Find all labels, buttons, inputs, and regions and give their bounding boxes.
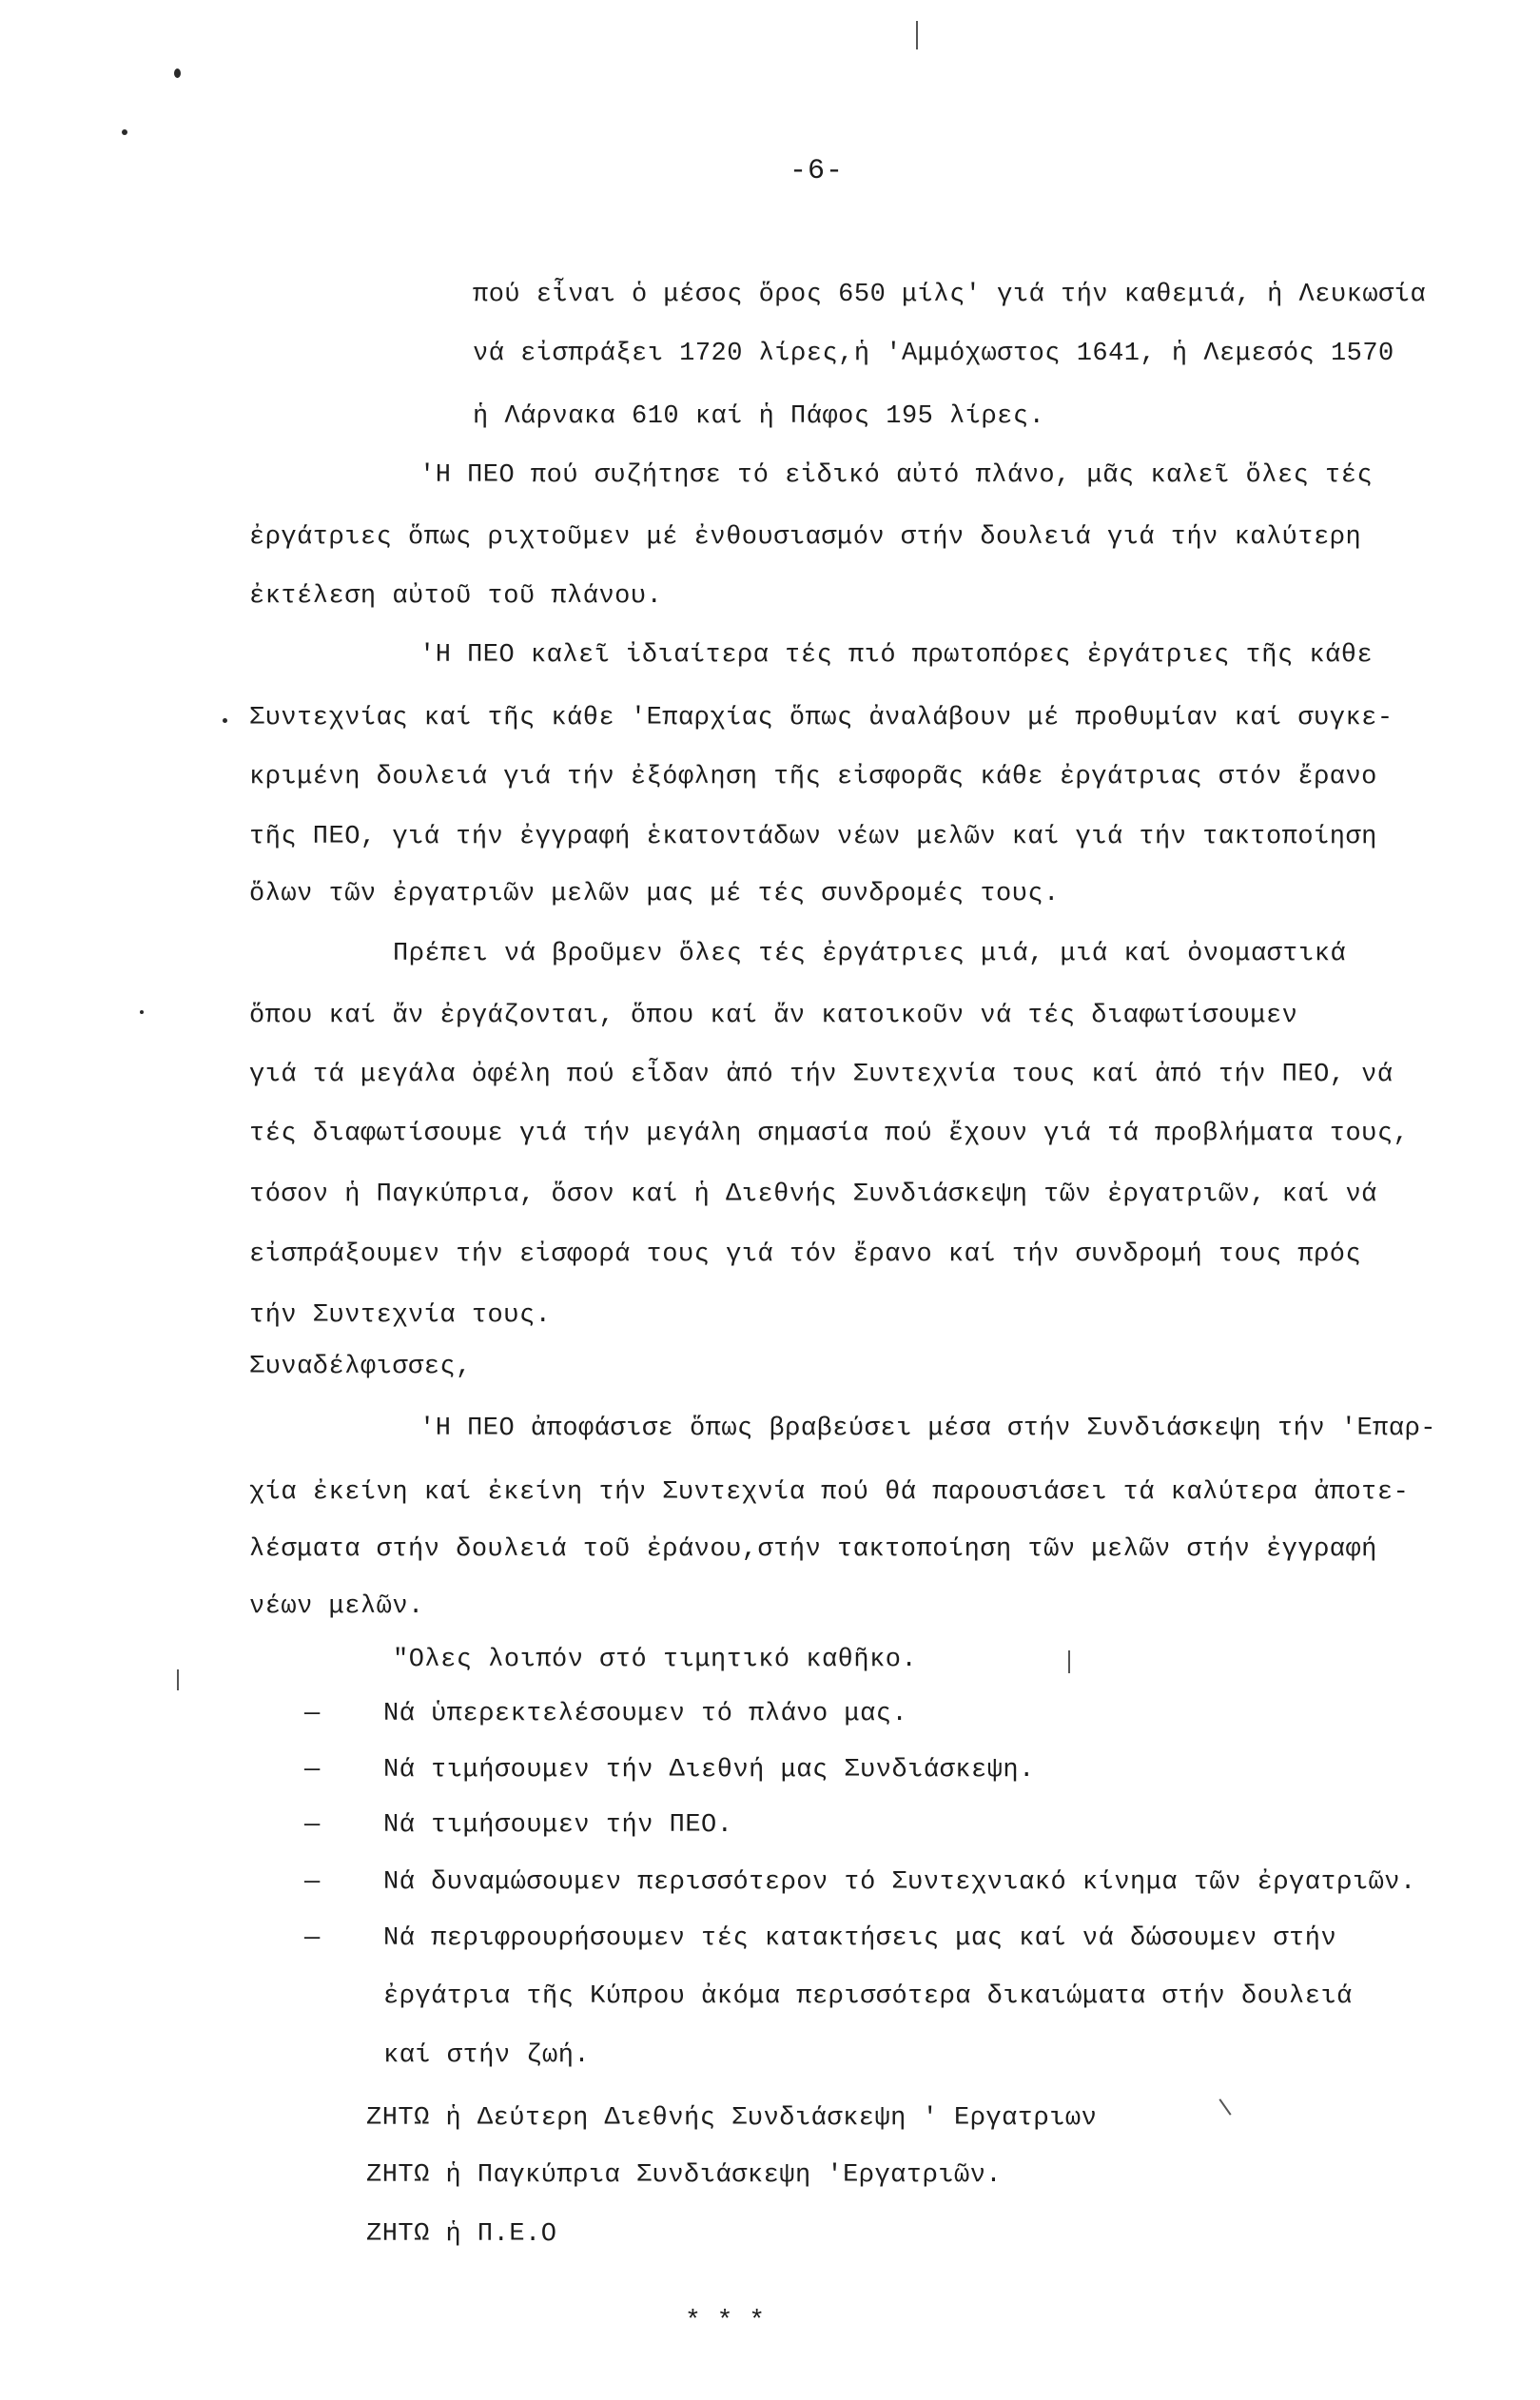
text-line: τόσον ἡ Παγκύπρια, ὅσον καί ἡ Διεθνής Συνδιάσκεψη τῶν ἐργατριῶν, καί νά: [249, 1180, 1377, 1209]
text-line: ὅλων τῶν ἐργατριῶν μελῶν μας μέ τές συνδρομές τους.: [249, 880, 1060, 908]
list-item-continuation: καί στήν ζωή.: [383, 2041, 591, 2070]
text-line: Συντεχνίας καί τῆς κάθε 'Επαρχίας ὅπως ἀναλάβουν μέ προθυμίαν καί συγκε-: [249, 704, 1394, 732]
closing-stars: * * *: [685, 2307, 766, 2336]
scan-mark: [1218, 2098, 1231, 2116]
text-line: "Ολες λοιπόν στό τιμητικό καθῆκο.: [393, 1646, 918, 1674]
list-item: Νά ὑπερεκτελέσουμεν τό πλάνο μας.: [383, 1700, 908, 1728]
text-line: ἐργάτριες ὅπως ριχτοῦμεν μέ ἐνθουσιασμόν στήν δουλειά γιά τήν καλύτερη: [249, 523, 1362, 552]
text-line: γιά τά μεγάλα ὀφέλη πού εἶδαν ἀπό τήν Συντεχνία τους καί ἀπό τήν ΠΕΟ, νά: [249, 1061, 1394, 1089]
slogan: ΖΗΤΩ ἡ Π.Ε.Ο: [366, 2220, 557, 2249]
salutation: Συναδέλφισσες,: [249, 1353, 472, 1381]
text-line: λέσματα στήν δουλειά τοῦ ἐράνου,στήν τακτοποίηση τῶν μελῶν στήν ἐγγραφή: [249, 1535, 1377, 1564]
list-item: Νά τιμήσουμεν τήν Διεθνή μας Συνδιάσκεψη.: [383, 1756, 1035, 1785]
text-line: ἐκτέλεση αὐτοῦ τοῦ πλάνου.: [249, 582, 663, 611]
scan-mark: [1068, 1650, 1070, 1673]
text-line: 'Η ΠΕΟ πού συζήτησε τό εἰδικό αὐτό πλάνο, μᾶς καλεῖ ὅλες τές: [419, 461, 1374, 490]
text-line: 'Η ΠΕΟ καλεῖ ἰδιαίτερα τές πιό πρωτοπόρες ἐργάτριες τῆς κάθε: [419, 641, 1374, 670]
list-dash: —: [304, 1868, 321, 1897]
text-line: Πρέπει νά βροῦμεν ὅλες τές ἐργάτριες μιά, μιά καί ὀνομαστικά: [393, 940, 1347, 968]
text-line: νά εἰσπράξει 1720 λίρες,ἡ 'Αμμόχωστος 1641, ἡ Λεμεσός 1570: [473, 340, 1394, 368]
list-item: Νά περιφρουρήσουμεν τές κατακτήσεις μας καί νά δώσουμεν στήν: [383, 1924, 1337, 1953]
list-item: Νά δυναμώσουμεν περισσότερον τό Συντεχνιακό κίνημα τῶν ἐργατριῶν.: [383, 1868, 1416, 1897]
list-dash: —: [304, 1924, 321, 1953]
list-dash: —: [304, 1700, 321, 1728]
text-line: τῆς ΠΕΟ, γιά τήν ἐγγραφή ἑκατοντάδων νέων μελῶν καί γιά τήν τακτοποίηση: [249, 823, 1377, 851]
text-line: εἰσπράξουμεν τήν εἰσφορά τους γιά τόν ἔρανο καί τήν συνδρομή τους πρός: [249, 1240, 1362, 1269]
scan-speck: [140, 1010, 144, 1014]
slogan: ΖΗΤΩ ἡ Παγκύπρια Συνδιάσκεψη 'Εργατριῶν.: [366, 2161, 1003, 2190]
text-line: πού εἶναι ὁ μέσος ὅρος 650 μίλς' γιά τήν καθεμιά, ἡ Λευκωσία: [473, 281, 1427, 309]
page-number: -6-: [789, 155, 845, 187]
text-line: τήν Συντεχνία τους.: [249, 1301, 552, 1330]
scan-mark: [177, 1669, 179, 1690]
scan-speck: [122, 129, 127, 135]
text-line: νέων μελῶν.: [249, 1592, 424, 1621]
text-line: ὅπου καί ἄν ἐργάζονται, ὅπου καί ἄν κατοικοῦν νά τές διαφωτίσουμεν: [249, 1002, 1298, 1030]
text-line: τές διαφωτίσουμε γιά τήν μεγάλη σημασία πού ἔχουν γιά τά προβλήματα τους,: [249, 1120, 1410, 1148]
scan-speck: [223, 718, 227, 723]
scan-speck: [174, 68, 181, 78]
text-line: ἡ Λάρνακα 610 καί ἡ Πάφος 195 λίρες.: [473, 402, 1045, 431]
text-line: 'Η ΠΕΟ ἀποφάσισε ὅπως βραβεύσει μέσα στήν Συνδιάσκεψη τήν 'Επαρ-: [419, 1415, 1436, 1443]
scan-mark: [916, 21, 918, 49]
slogan: ΖΗΤΩ ἡ Δεύτερη Διεθνής Συνδιάσκεψη ' Εργατριων: [366, 2104, 1098, 2133]
text-line: κριμένη δουλειά γιά τήν ἐξόφληση τῆς εἰσφορᾶς κάθε ἐργάτριας στόν ἔρανο: [249, 763, 1377, 791]
list-item-continuation: ἐργάτρια τῆς Κύπρου ἀκόμα περισσότερα δικαιώματα στήν δουλειά: [383, 1982, 1353, 2011]
list-item: Νά τιμήσουμεν τήν ΠΕΟ.: [383, 1811, 733, 1840]
text-line: χία ἐκείνη καί ἐκείνη τήν Συντεχνία πού θά παρουσιάσει τά καλύτερα ἀποτε-: [249, 1478, 1410, 1507]
list-dash: —: [304, 1756, 321, 1785]
list-dash: —: [304, 1811, 321, 1840]
